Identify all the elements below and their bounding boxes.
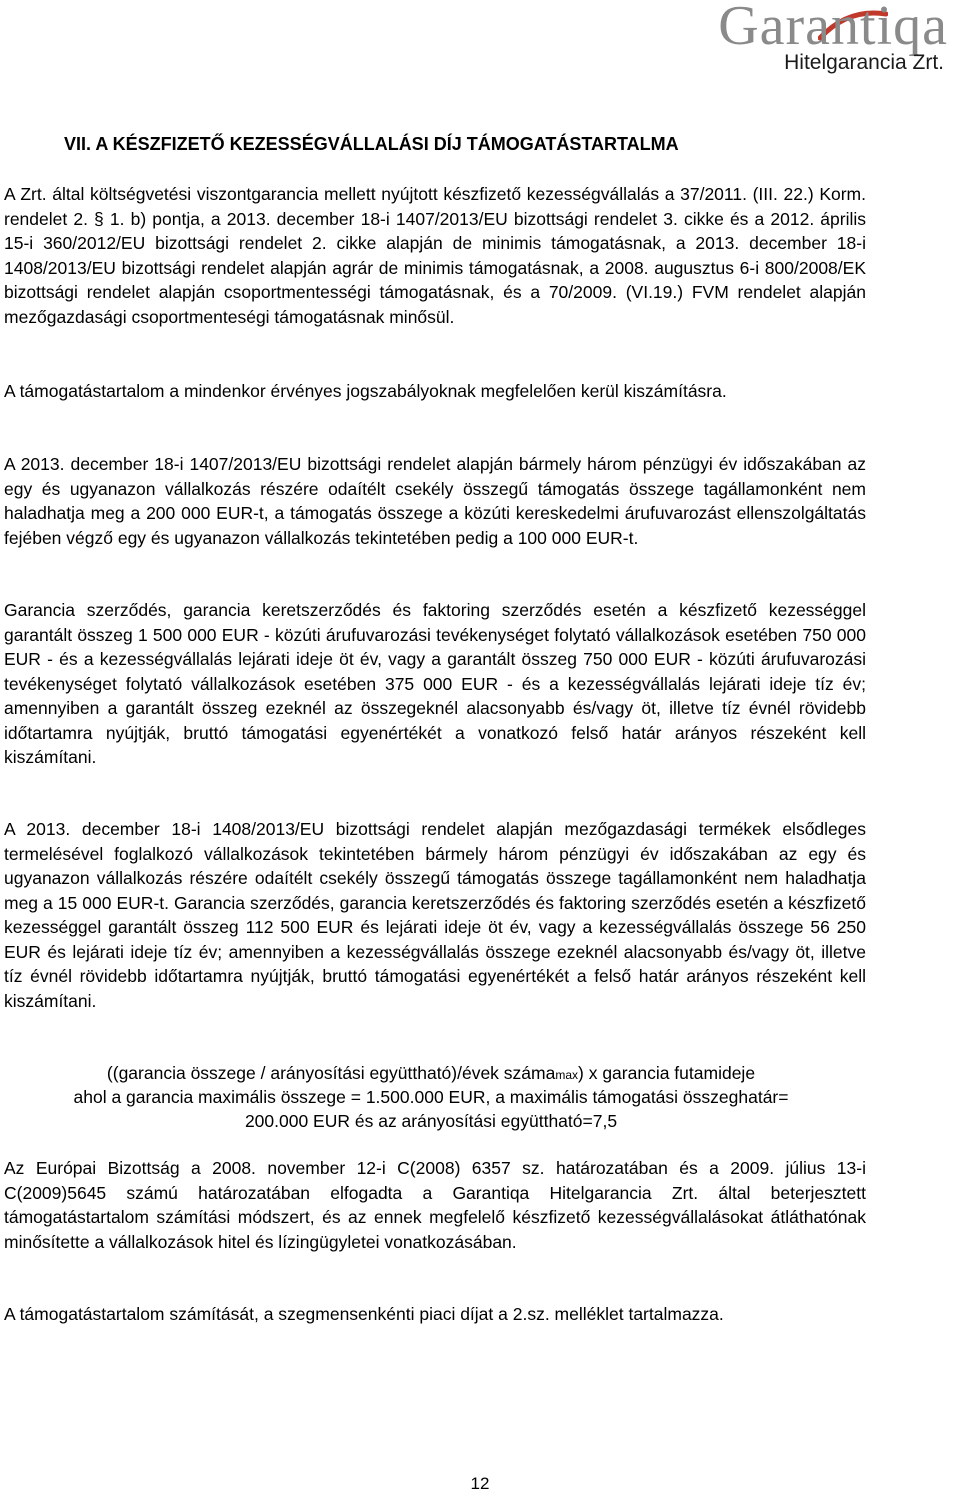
logo-name: Garantiqa	[718, 0, 948, 57]
formula-subscript: max	[555, 1068, 579, 1082]
section-title: VII. A KÉSZFIZETŐ KEZESSÉGVÁLLALÁSI DÍJ TÁMOGATÁSTARTALMA	[64, 134, 679, 154]
paragraph-de-minimis-limit: A 2013. december 18-i 1407/2013/EU bizottsági rendelet alapján bármely három pénzügyi év időszakában az egy és ugyanazon vállalkozás részére odaítélt csekély összegű támogatás összege tagállamonként nem haladhatja meg a 200 000 EUR-t, a támogatás összege a közúti kereskedelmi árufuvarozást ellenszolgáltatás fejében végző egy és ugyanazon vállalkozás tekintetében pedig a 100 000 EUR-t.	[4, 454, 866, 548]
paragraph-agricultural: A 2013. december 18-i 1408/2013/EU bizottsági rendelet alapján mezőgazdasági termékek elsődleges termelésével foglalkozó vállalkozások tekintetében bármely három pénzügyi év időszakában az egy és ugyanazon vállalkozás részére odaítélt csekély összegű támogatás összege tagállamonként nem haladhatja meg a 15 000 EUR-t. Garancia szerződés, garancia keretszerződés és faktoring szerződés esetén a készfizető kezességgel garantált összeg 112 500 EUR és lejárati ideje öt év, vagy a kezességvállalás összege 56 250 EUR és lejárati ideje tíz év; amennyiben a kezességvállalás összege ezeknél alacsonyabb és/vagy öt, illetve tíz évnél rövidebb időtartamra nyújtják, bruttó támogatási egyenértékét a felső határ arányos részeként kell kiszámítani.	[4, 819, 866, 1011]
formula-part-a: ((garancia összege / arányosítási együttható)/évek száma	[106, 1063, 556, 1083]
page-number: 12	[470, 1474, 490, 1493]
formula-part-b: ) x garancia futamideje	[578, 1063, 756, 1083]
formula-line-3: 200.000 EUR és az arányosítási együttható=7,5	[244, 1111, 618, 1131]
paragraph-legal-basis: A Zrt. által költségvetési viszontgarancia mellett nyújtott készfizető kezességvállalás a 37/2011. (III. 22.) Korm. rendelet 2. § 1. b) pontja, a 2013. december 18-i 1407/2013/EU bizottsági rendelet 3. cikke és a 2012. április 15-i 360/2012/EU bizottsági rendelet 2. cikke alapján de minimis támogatásnak, a 2013. december 18-i 1408/2013/EU bizottsági rendelet alapján agrár de minimis támogatásnak, a 2008. augusztus 6-i 800/2008/EK bizottsági rendelet alapján csoportmentességi támogatásnak, és a 70/2009. (VI.19.) FVM rendelet alapján mezőgazdasági csoportmenteségi támogatásnak minősül.	[4, 184, 866, 327]
paragraph-calculation: A támogatástartalom a mindenkor érvényes jogszabályoknak megfelelően kerül kiszámításra.	[4, 381, 727, 401]
paragraph-guarantee-amounts: Garancia szerződés, garancia keretszerződés és faktoring szerződés esetén a készfizető kezességgel garantált összeg 1 500 000 EUR - közúti árufuvarozási tevékenységet folytató vállalkozások esetében 750 000 EUR - és a kezességvállalás lejárati ideje öt év, vagy a garantált összeg 750 000 EUR - közúti árufuvarozási tevékenységet folytató vállalkozások esetében 375 000 EUR - és a kezességvállalás lejárati ideje tíz év; amennyiben a garantált összeg ezeknél az összegeknél alacsonyabb és/vagy öt, illetve tíz évnél rövidebb időtartamra nyújtják, bruttó támogatási egyenértékét a vonatkozó felső határ arányos részeként kell kiszámítani.	[4, 600, 866, 767]
paragraph-commission-decision: Az Európai Bizottság a 2008. november 12-i C(2008) 6357 sz. határozatában és a 2009. július 13-i C(2009)5645 számú határozatában elfogadta a Garantiqa Hitelgarancia Zrt. által beterjesztett támogatástartalom számítási módszert, és az ennek megfelelő készfizető kezességvállalásokat átláthatónak minősítette a vállalkozások hitel és lízingügyletei vonatkozásában.	[4, 1158, 866, 1252]
logo-subtitle: Hitelgarancia Zrt.	[784, 51, 944, 74]
formula-line-1	[0, 1061, 862, 1088]
paragraph-annex-reference: A támogatástartalom számítását, a szegmensenkénti piaci díjat a 2.sz. melléklet tartalmazza.	[4, 1304, 724, 1324]
formula-line-2: ahol a garancia maximális összege = 1.500.000 EUR, a maximális támogatási összeghatár=	[73, 1087, 789, 1107]
company-logo	[668, 2, 948, 80]
